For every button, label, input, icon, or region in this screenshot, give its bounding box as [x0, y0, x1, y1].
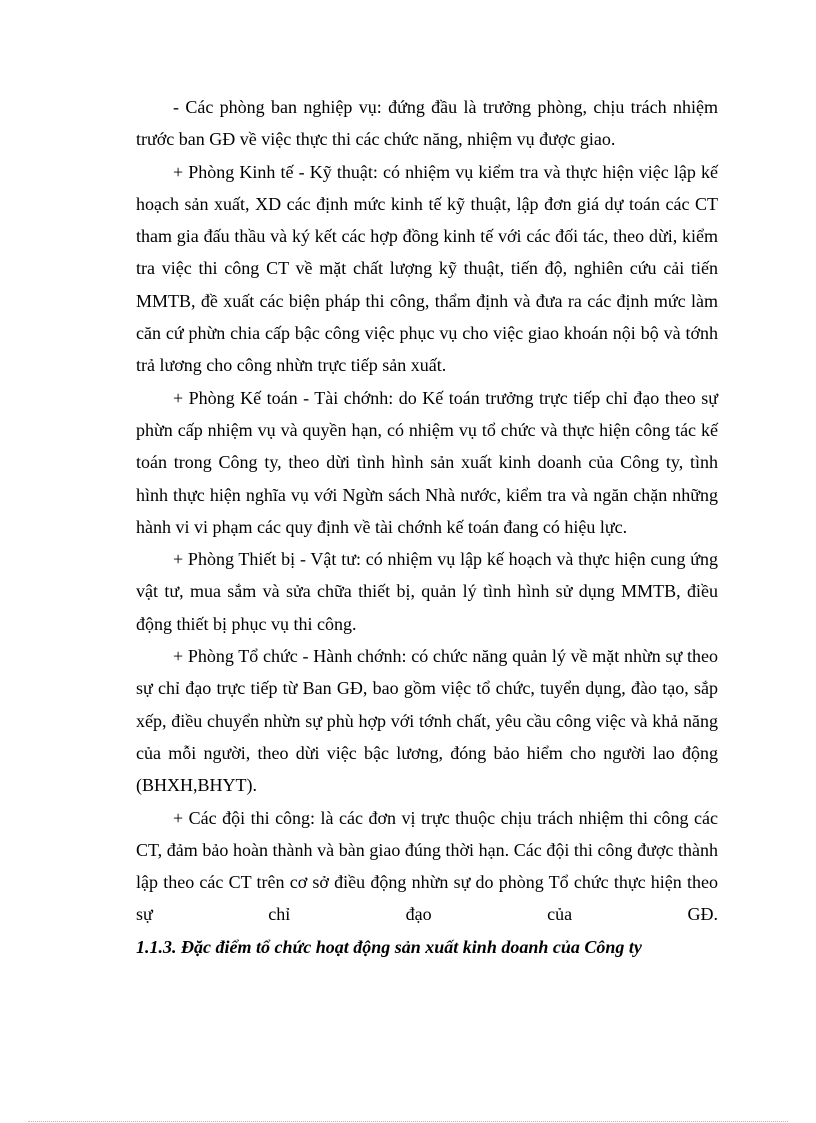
page-bottom-divider — [28, 1121, 788, 1122]
paragraph-departments: - Các phòng ban nghiệp vụ: đứng đầu là trưởng phòng, chịu trách nhiệm trước ban GĐ về việc thực thi các chức năng, nhiệm vụ được giao. — [136, 97, 718, 150]
paragraph-equipment-materials-dept: + Phòng Thiết bị - Vật tư: có nhiệm vụ lập kế hoạch và thực hiện cung ứng vật tư, mua sắm và sửa chữa thiết bị, quản lý tình hình sử dụng MMTB, điều động thiết bị phục vụ thi công. — [136, 549, 718, 634]
document-body — [136, 91, 718, 963]
section-heading: 1.1.3. Đặc điểm tổ chức hoạt động sản xuất kinh doanh của Công ty — [136, 936, 642, 957]
paragraph-organization-admin-dept: + Phòng Tổ chức - Hành chớnh: có chức năng quản lý về mặt nhừn sự theo sự chỉ đạo trực tiếp từ Ban GĐ, bao gồm việc tổ chức, tuyển dụng, đào tạo, sắp xếp, điều chuyển nhừn sự phù hợp với tớnh chất, yêu cầu công việc và khả năng của mỗi người, theo dừi việc bậc lương, đóng bảo hiểm cho người lao động (BHXH,BHYT). — [136, 646, 718, 796]
paragraph-accounting-finance-dept: + Phòng Kế toán - Tài chớnh: do Kế toán trưởng trực tiếp chỉ đạo theo sự phừn cấp nhiệm vụ và quyền hạn, có nhiệm vụ tổ chức và thực hiện công tác kế toán trong Công ty, theo dừi tình hình sản xuất kinh doanh của Công ty, tình hình thực hiện nghĩa vụ với Ngừn sách Nhà nước, kiểm tra và ngăn chặn những hành vi vi phạm các quy định về tài chớnh kế toán đang có hiệu lực. — [136, 387, 718, 537]
paragraph-construction-teams: + Các đội thi công: là các đơn vị trực thuộc chịu trách nhiệm thi công các CT, đảm bảo hoàn thành và bàn giao đúng thời hạn. Các đội thi công được thành lập theo các CT trên cơ sở điều động nhừn sự do phòng Tổ chức thực hiện theo sự chỉ đạo của GĐ. — [136, 807, 718, 925]
paragraph-economic-technical-dept: + Phòng Kinh tế - Kỹ thuật: có nhiệm vụ kiểm tra và thực hiện việc lập kế hoạch sản xuất, XD các định mức kinh tế kỹ thuật, lập đơn giá dự toán các CT tham gia đấu thầu và ký kết các hợp đồng kinh tế với các đối tác, theo dừi, kiểm tra việc thi công CT về mặt chất lượng kỹ thuật, tiến độ, nghiên cứu cải tiến MMTB, đề xuất các biện pháp thi công, thẩm định và đưa ra các định mức làm căn cứ phừn chia cấp bậc công việc phục vụ cho việc giao khoán nội bộ và tớnh trả lương cho công nhừn trực tiếp sản xuất. — [136, 161, 718, 376]
